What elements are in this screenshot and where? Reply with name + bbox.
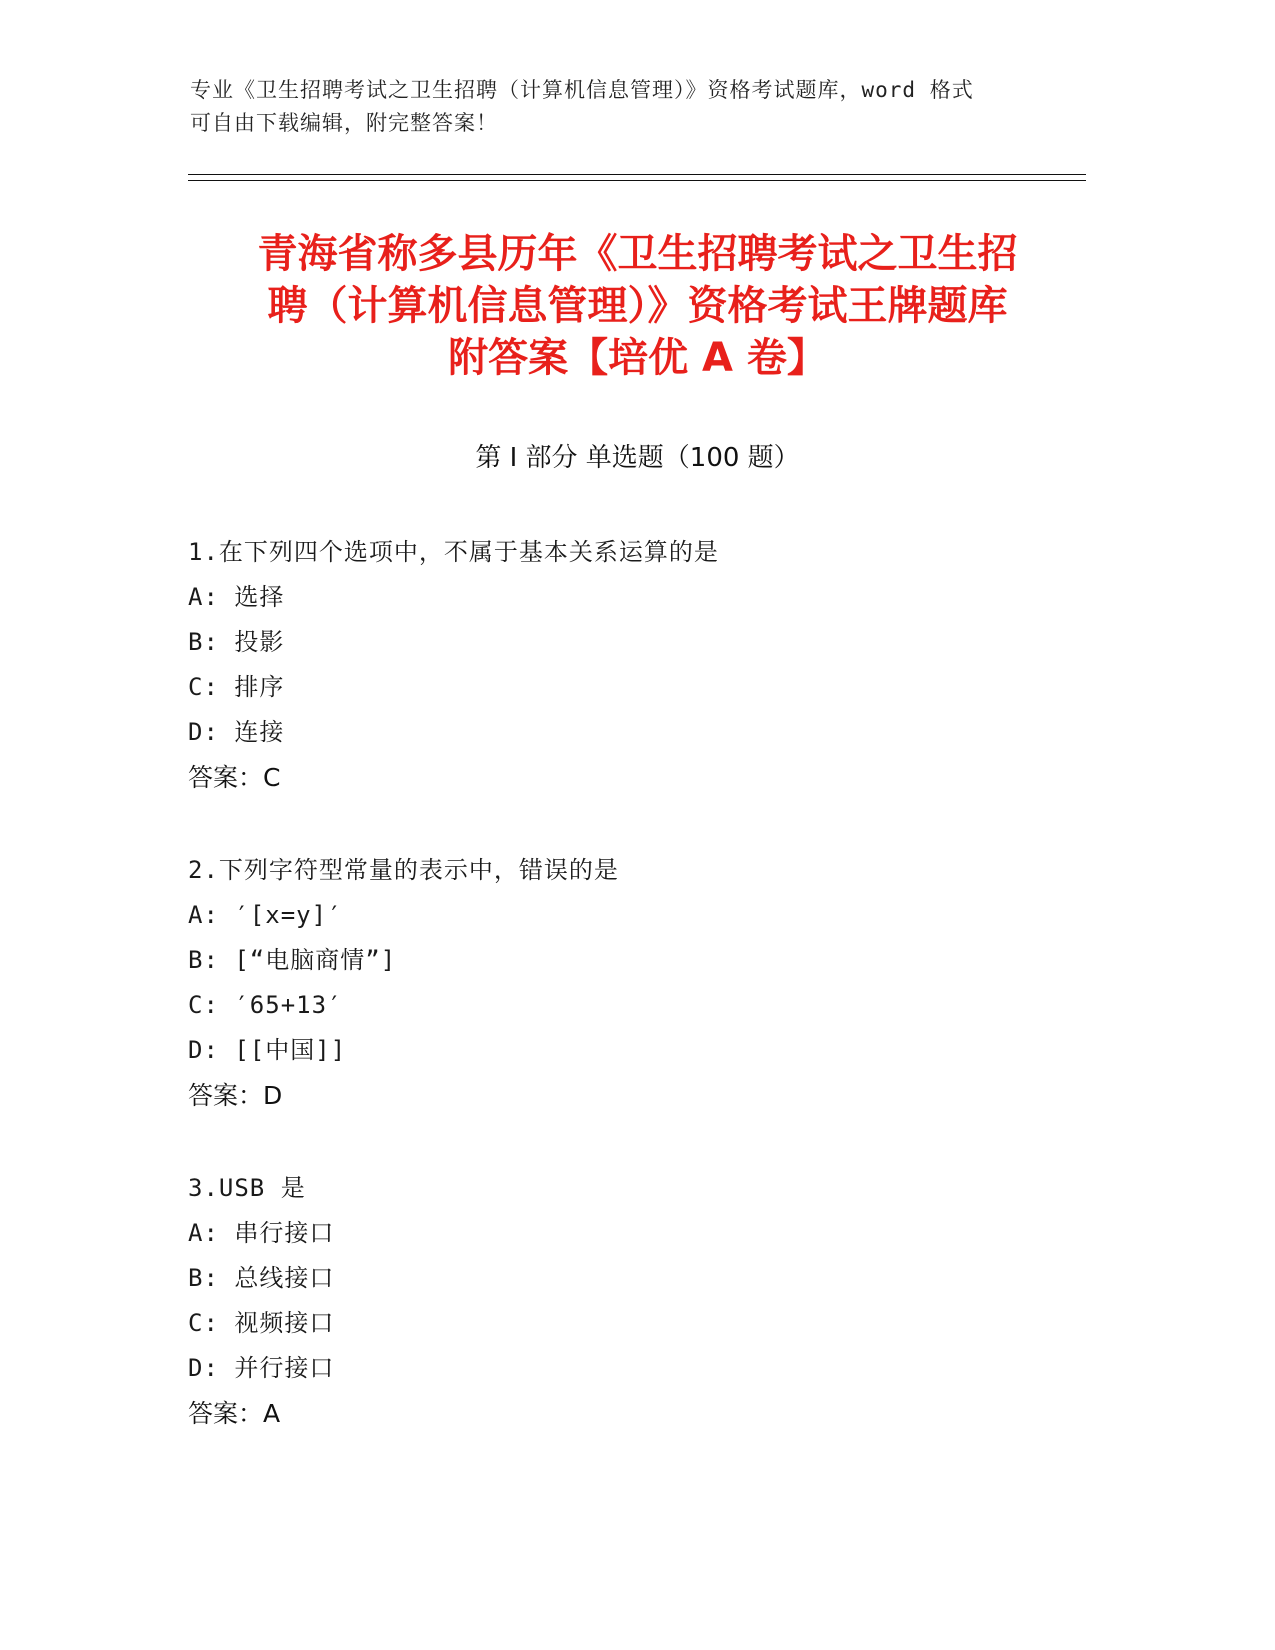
option-a: A: 串行接口 <box>188 1219 335 1247</box>
question-stem: 3.USB 是 <box>188 1174 306 1202</box>
header-divider-bottom <box>188 180 1086 181</box>
question-answer: 答案：C <box>188 763 281 792</box>
header-note-line-2: 可自由下载编辑，附完整答案！ <box>190 111 498 135</box>
option-b: B: 总线接口 <box>188 1264 335 1292</box>
option-d: D: [[中国]] <box>188 1036 347 1064</box>
question-stem: 1.在下列四个选项中，不属于基本关系运算的是 <box>188 538 719 566</box>
option-d: D: 并行接口 <box>188 1354 335 1382</box>
question-answer: 答案：A <box>188 1399 281 1428</box>
option-d: D: 连接 <box>188 718 285 746</box>
document-title-line-2: 聘（计算机信息管理）》资格考试王牌题库 <box>267 283 1008 329</box>
option-a: A: 选择 <box>188 583 285 611</box>
section-title: 第 I 部分 单选题（100 题） <box>475 443 800 473</box>
option-c: C: 视频接口 <box>188 1309 335 1337</box>
question-answer: 答案：D <box>188 1081 283 1110</box>
question-item <box>188 848 1088 1118</box>
question-stem: 2.下列字符型常量的表示中，错误的是 <box>188 856 619 884</box>
option-c: C: 排序 <box>188 673 285 701</box>
option-a: A: ′[x=y]′ <box>188 901 343 929</box>
document-title <box>150 228 1125 384</box>
header-note <box>190 74 1080 140</box>
option-b: B: 投影 <box>188 628 285 656</box>
question-item <box>188 1166 1088 1436</box>
option-c: C: ′65+13′ <box>188 991 343 1019</box>
question-list <box>188 530 1088 1484</box>
document-title-line-3: 附答案【培优 A 卷】 <box>448 335 827 381</box>
header-divider-top <box>188 174 1086 175</box>
header-note-line-1: 专业《卫生招聘考试之卫生招聘（计算机信息管理）》资格考试题库，word 格式 <box>190 78 974 102</box>
document-title-line-1: 青海省称多县历年《卫生招聘考试之卫生招 <box>257 231 1018 277</box>
question-item <box>188 530 1088 800</box>
option-b: B: [“电脑商情”] <box>188 946 397 974</box>
